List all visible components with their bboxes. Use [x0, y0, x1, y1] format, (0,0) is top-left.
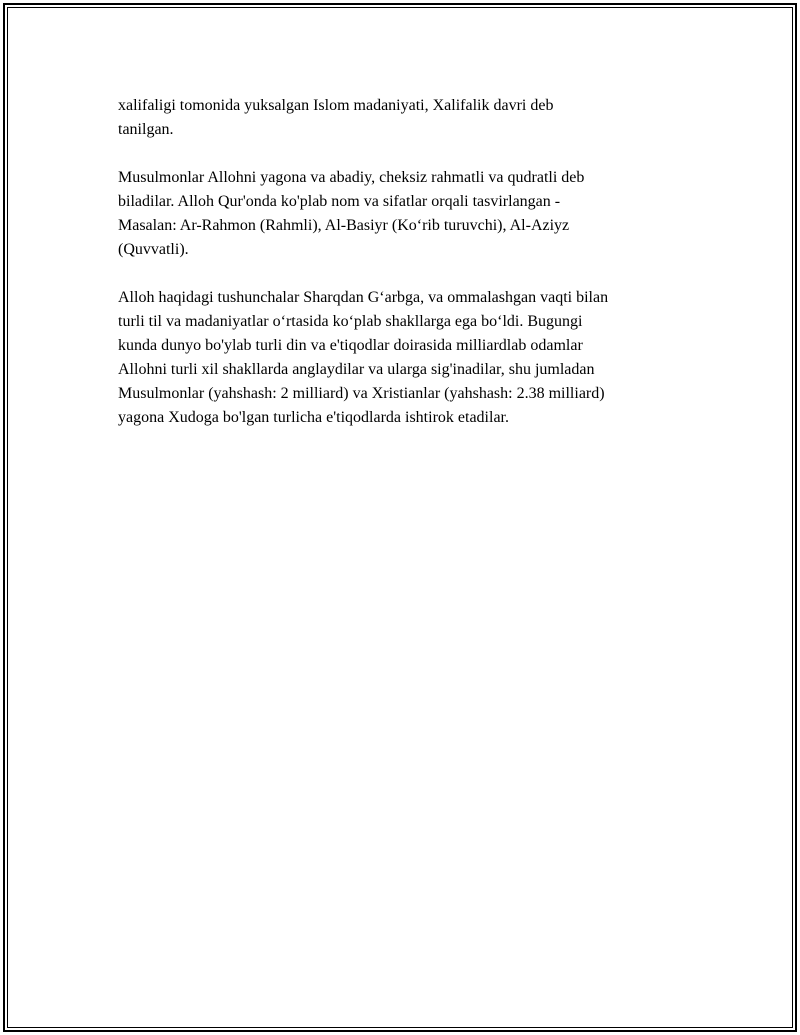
- paragraph-allah-names: Musulmonlar Allohni yagona va abadiy, cheksiz rahmatli va qudratli deb biladilar. Alloh Qur'onda ko'plab nom va sifatlar orqali tasvirlangan - Masalan: Ar-Rahmon (Rahmli), Al-Basiyr (Ko‘rib turuvchi), Al-Aziyz (Quvvatli).: [118, 169, 585, 258]
- paragraph-caliphate: xalifaligi tomonida yuksalgan Islom madaniyati, Xalifalik davri deb tanilgan.: [118, 97, 554, 138]
- paragraph-allah-concepts: Alloh haqidagi tushunchalar Sharqdan G‘arbga, va ommalashgan vaqti bilan turli til va madaniyatlar o‘rtasida ko‘plab shakllarga ega bo‘ldi. Bugungi kunda dunyo bo'ylab turli din va e'tiqodlar doirasida milliardlab odamlar Allohni turli xil shakllarda anglaydilar va ularga sig'inadilar, shu jumladan Musulmonlar (yahshash: 2 milliard) va Xristianlar (yahshash: 2.38 milliard) yagona Xudoga bo'lgan turlicha e'tiqodlarda ishtirok etadilar.: [118, 289, 609, 426]
- document-body: [118, 94, 698, 454]
